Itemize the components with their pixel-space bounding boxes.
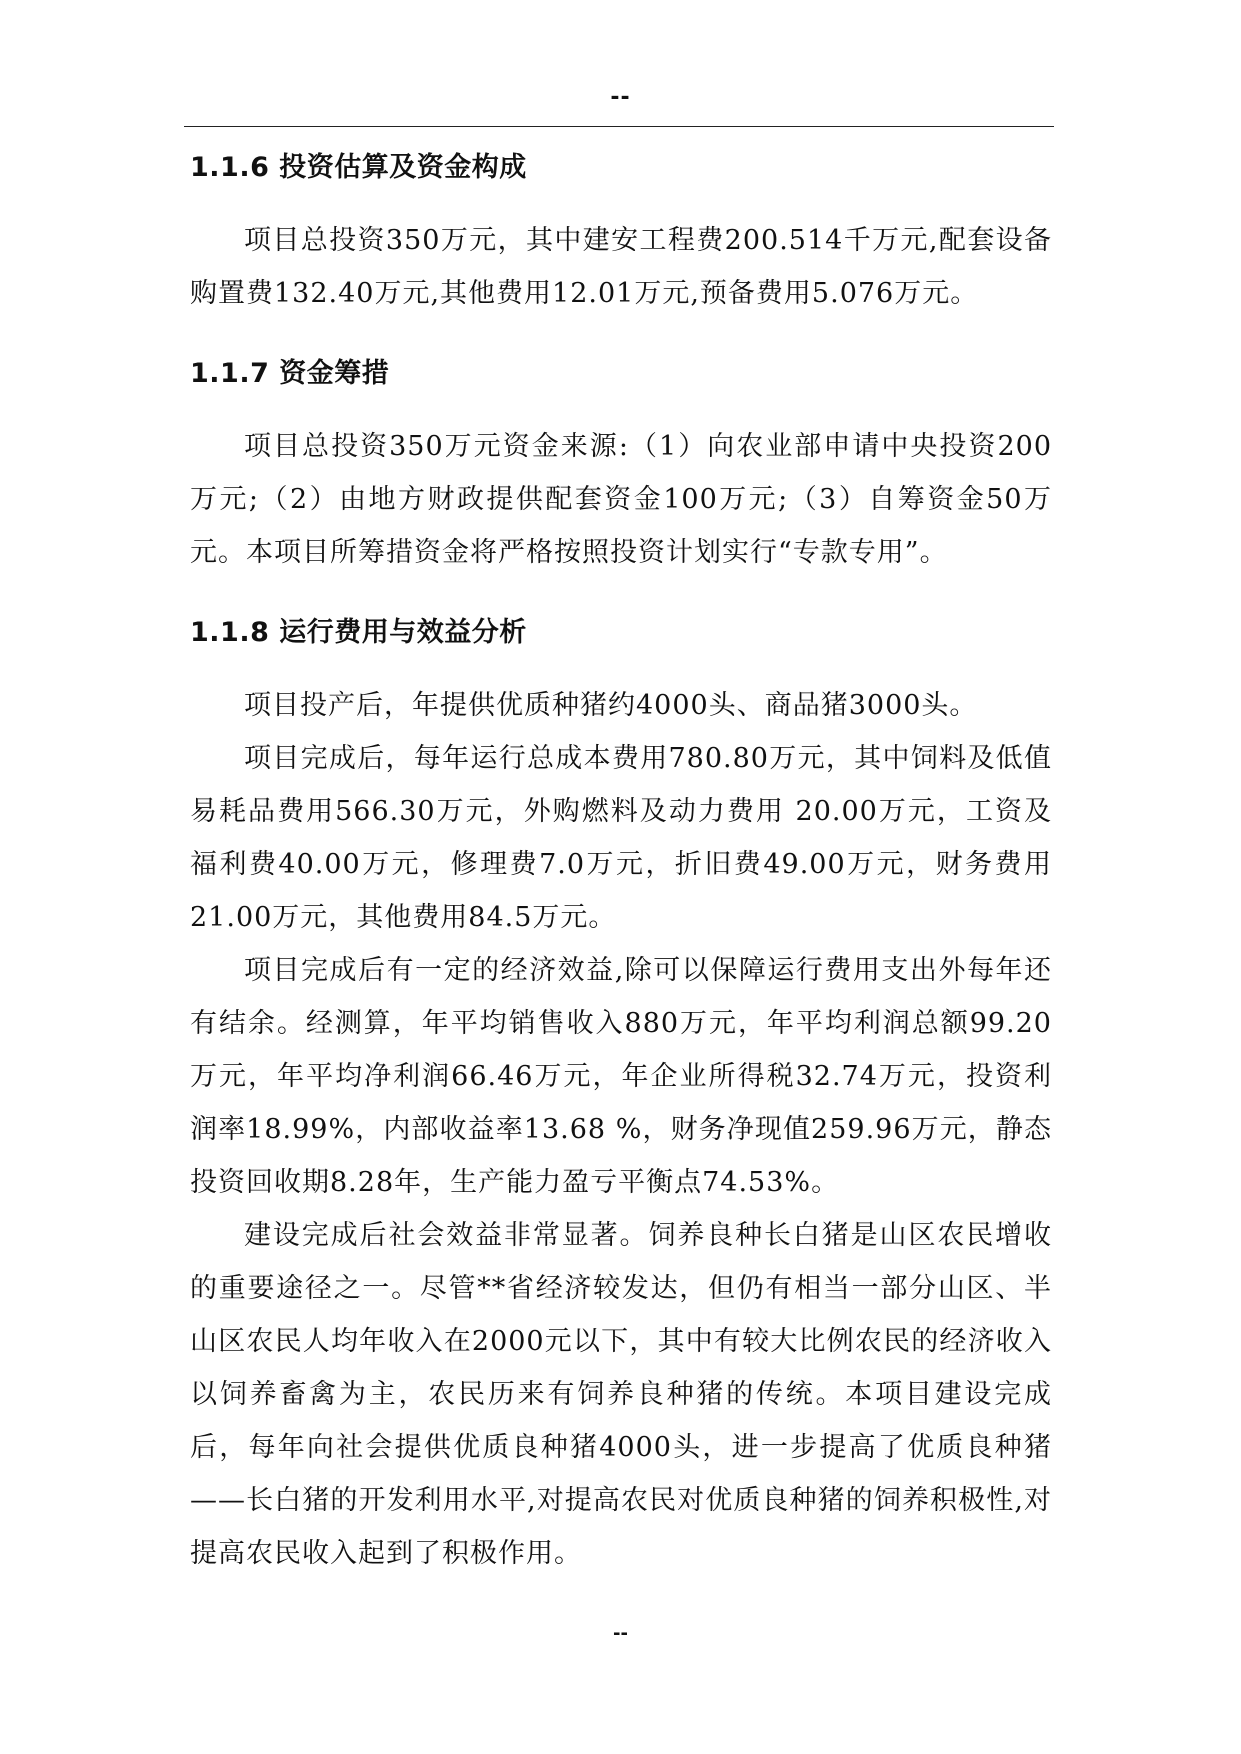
paragraph-investment: 项目总投资350万元，其中建安工程费200.514千万元,配套设备购置费132.40万元,其他费用12.01万元,预备费用5.076万元。	[190, 225, 1052, 309]
document-body	[190, 150, 1052, 1580]
paragraph-economic-benefit: 项目完成后有一定的经济效益,除可以保障运行费用支出外每年还有结余。经测算，年平均销售收入880万元，年平均利润总额99.20万元，年平均净利润66.46万元，年企业所得税32.74万元，投资利润率18.99%，内部收益率13.68 %，财务净现值259.96万元，静态投资回收期8.28年，生产能力盈亏平衡点74.53%。	[190, 955, 1052, 1198]
page-footer-mark: --	[613, 1623, 628, 1644]
section-heading-investment: 1.1.6 投资估算及资金构成	[190, 152, 527, 183]
section-heading-operation: 1.1.8 运行费用与效益分析	[190, 617, 527, 648]
paragraph-funding: 项目总投资350万元资金来源:（1）向农业部申请中央投资200万元;（2）由地方财政提供配套资金100万元;（3）自筹资金50万元。本项目所筹措资金将严格按照投资计划实行“专款专用”。	[190, 431, 1052, 568]
paragraph-social-benefit: 建设完成后社会效益非常显著。饲养良种长白猪是山区农民增收的重要途径之一。尽管**省经济较发达，但仍有相当一部分山区、半山区农民人均年收入在2000元以下，其中有较大比例农民的经济收入以饲养畜禽为主，农民历来有饲养良种猪的传统。本项目建设完成后，每年向社会提供优质良种猪4000头，进一步提高了优质良种猪——长白猪的开发利用水平,对提高农民对优质良种猪的饲养积极性,对提高农民收入起到了积极作用。	[190, 1220, 1052, 1569]
paragraph-operating-cost: 项目完成后，每年运行总成本费用780.80万元，其中饲料及低值易耗品费用566.30万元，外购燃料及动力费用 20.00万元，工资及福利费40.00万元，修理费7.0万元，折旧费49.00万元，财务费用21.00万元，其他费用84.5万元。	[190, 743, 1052, 933]
header-rule	[184, 126, 1054, 127]
section-heading-funding: 1.1.7 资金筹措	[190, 358, 390, 389]
paragraph-production: 项目投产后，年提供优质种猪约4000头、商品猪3000头。	[244, 690, 978, 721]
page-header-mark: --	[610, 85, 631, 110]
